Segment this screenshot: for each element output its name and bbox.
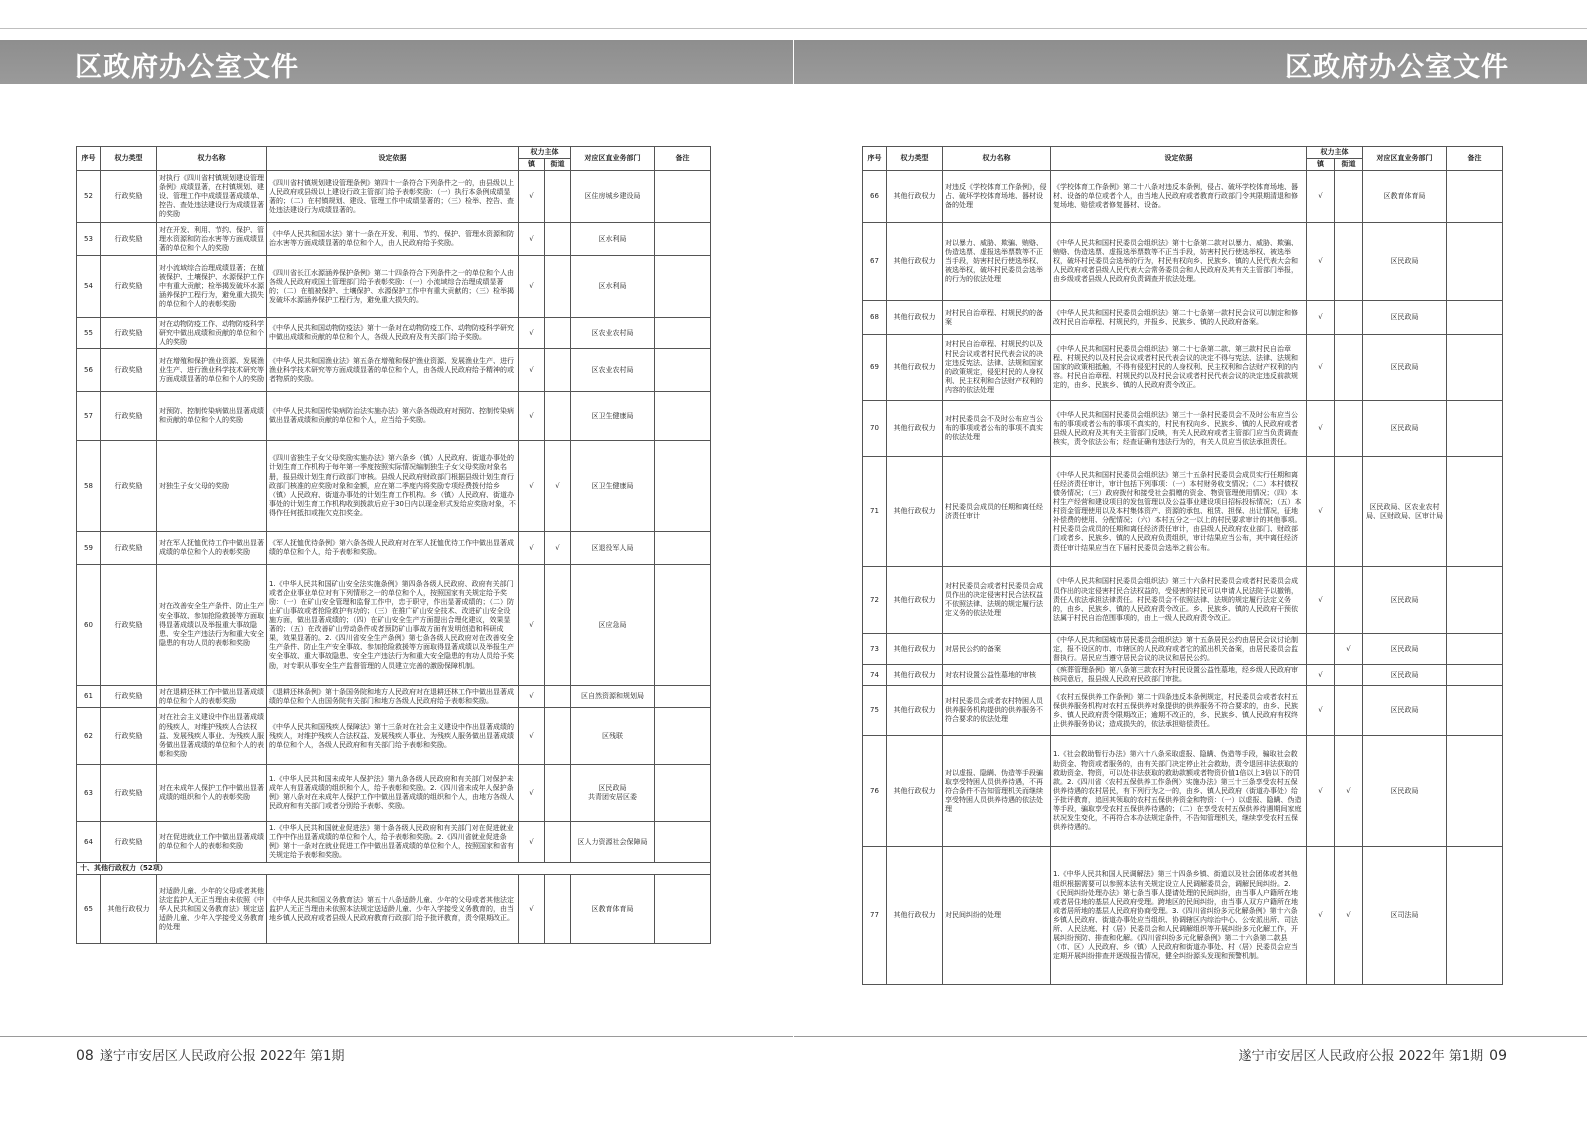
row-town-mark: √ <box>1307 457 1335 567</box>
row-legal-basis: 1.《中华人民共和国矿山安全法实施条例》第四条各级人民政府、政府有关部门或者企业事业单位对有下列情形之一的单位和个人，按照国家有关规定给予奖励：（一）在矿山安全管理和监督工作中，忠于职守，作出显著成绩的；（二）防止矿山事故或者抢险救护有功的；（三）在推广矿山安全技术、改进矿山安全设施方面，做出显著成绩的；（四）在矿山安全生产方面提出合理化建议，效果显著的；（五）在改善矿山劳动条件或者预防矿山事故方面有发明创造和科研成果，效果显著的。2.《四川省安全生产条例》第七条各级人民政府对在改善安全生产条件、防止生产安全事故、参加抢险救援等方面取得显著成绩以及举报生产安全事故、重大事故隐患、安全生产违法行为和重大安全隐患的有功人员给予奖励，对专职从事安全生产监督管理的人员建立完善的激励保障机制。 <box>267 565 519 686</box>
row-power-name: 对在军人抚恤优待工作中做出显著成绩的单位和个人的表彰奖励 <box>157 532 267 565</box>
row-number: 74 <box>863 665 887 686</box>
row-number: 55 <box>77 318 101 349</box>
row-remark <box>655 318 711 349</box>
row-remark <box>655 708 711 765</box>
row-street-mark: √ <box>545 532 571 565</box>
row-remark <box>655 565 711 686</box>
row-number: 56 <box>77 349 101 392</box>
row-power-name: 对村民委员会或者村民委员会成员作出的决定侵害村民合法权益不依照法律、法规的规定履行法定义务的依法处理 <box>943 567 1051 634</box>
table-row <box>863 634 1503 665</box>
row-number: 58 <box>77 441 101 532</box>
row-department: 区民政局 <box>1363 301 1447 335</box>
row-town-mark: √ <box>519 686 545 708</box>
row-street-mark <box>545 392 571 441</box>
row-town-mark: √ <box>519 532 545 565</box>
th-type: 权力类型 <box>887 147 943 171</box>
row-remark <box>655 223 711 256</box>
th-no: 序号 <box>863 147 887 171</box>
table-row <box>863 301 1503 335</box>
row-legal-basis: 《殡葬管理条例》第八条第三款农村为村民设置公益性墓地，经乡级人民政府审核同意后，报县级人民政府民政部门审批。 <box>1051 665 1307 686</box>
th-no: 序号 <box>77 147 101 171</box>
row-number: 54 <box>77 256 101 318</box>
row-power-name: 对在动物防疫工作、动物防疫科学研究中做出成绩和贡献的单位和个人的奖励 <box>157 318 267 349</box>
row-department: 区民政局 <box>1363 686 1447 736</box>
table-row <box>77 349 711 392</box>
row-power-name: 对小流域综合治理成绩显著；在植被保护、土壤保护、水源保护工作中有重大贡献；检举揭发破坏水源涵养保护工程行为，避免重大损失的单位和个人的表彰奖励 <box>157 256 267 318</box>
row-town-mark: √ <box>1307 335 1335 401</box>
row-legal-basis: 《四川省长江水源涵养保护条例》第二十四条符合下列条件之一的单位和个人由各级人民政府或国土管理部门给予表彰奖励：（一）小流域综合治理成绩显著的；（二）在植被保护、土壤保护、水源保护工作中有重大贡献的；（三）检举揭发破坏水源涵养保护工程行为，避免重大损失的。 <box>267 256 519 318</box>
row-power-name: 对村民自治章程、村规民约以及村民会议或者村民代表会议的决定违反宪法、法律、法规和国家的政策规定，侵犯村民的人身权利、民主权利和合法财产权利的内容的依法处理 <box>943 335 1051 401</box>
row-department: 区农业农村局 <box>571 318 655 349</box>
table-row <box>863 335 1503 401</box>
row-street-mark <box>545 765 571 822</box>
row-number: 71 <box>863 457 887 567</box>
row-power-name: 对以虚报、隐瞒、伪造等手段骗取享受特困人员供养待遇，不再符合条件不告知管理机关而继续享受特困人员供养待遇的依法处理 <box>943 736 1051 847</box>
row-department: 区民政局 <box>1363 223 1447 301</box>
row-department: 区民政局 <box>1363 736 1447 847</box>
row-street-mark <box>1335 567 1363 634</box>
table-row <box>863 171 1503 223</box>
row-department: 区残联 <box>571 708 655 765</box>
row-legal-basis: 《中华人民共和国村民委员会组织法》第二十七条第二款、第三款村民自治章程、村规民约以及村民会议或者村民代表会议的决定不得与宪法、法律、法规和国家的政策相抵触，不得有侵犯村民的人身权利、民主权利和合法财产权利的内容。村民自治章程、村规民约以及村民会议或者村民代表会议的决定违反前款规定的，由乡、民族乡、镇的人民政府责令改正。 <box>1051 335 1307 401</box>
row-power-name: 对农村设置公益性墓地的审核 <box>943 665 1051 686</box>
table-row <box>863 401 1503 457</box>
th-dept: 对应区直业务部门 <box>571 147 655 171</box>
row-number: 57 <box>77 392 101 441</box>
row-remark <box>655 392 711 441</box>
row-town-mark: √ <box>519 565 545 686</box>
right-folio <box>1239 1045 1507 1064</box>
table-row <box>77 392 711 441</box>
table-row <box>863 665 1503 686</box>
th-type: 权力类型 <box>101 147 157 171</box>
row-number: 62 <box>77 708 101 765</box>
row-power-type: 行政奖励 <box>101 565 157 686</box>
th-name: 权力名称 <box>157 147 267 171</box>
row-power-type: 行政奖励 <box>101 256 157 318</box>
row-street-mark <box>545 349 571 392</box>
table-row <box>77 318 711 349</box>
row-legal-basis: 《中华人民共和国水法》第十一条在开发、利用、节约、保护、管理水资源和防治水害等方面成绩显著的单位和个人，由人民政府给予奖励。 <box>267 223 519 256</box>
row-remark <box>655 171 711 223</box>
row-street-mark <box>545 565 571 686</box>
row-remark <box>1447 401 1503 457</box>
right-table-body <box>863 171 1503 985</box>
row-legal-basis: 《中华人民共和国传染病防治法实施办法》第六条各级政府对预防、控制传染病做出显著成绩和贡献的单位和个人，应当给予奖励。 <box>267 392 519 441</box>
row-department: 区农业农村局 <box>571 349 655 392</box>
row-department: 区教育体育局 <box>571 875 655 944</box>
row-legal-basis: 《四川省独生子女父母奖励实施办法》第六条乡（镇）人民政府、街道办事处的计划生育工作机构于每年第一季度按照实际情况编制独生子女父母奖励对象名册，报县级计划生育行政部门审核。县级人民政府财政部门根据县级计划生育行政部门核准的应奖励对象和金额，应在第二季度内将奖励专项经费拨付给乡（镇）人民政府、街道办事处的计划生育工作机构。乡（镇）人民政府、街道办事处的计划生育工作机构收到拨款后应于30日内以现金形式发给应奖励对象，不得作任何抵扣或拖欠克扣奖金。 <box>267 441 519 532</box>
row-town-mark: √ <box>519 441 545 532</box>
row-town-mark: √ <box>1307 665 1335 686</box>
row-power-name: 对在退耕还林工作中做出显著成绩的单位和个人的表彰奖励 <box>157 686 267 708</box>
row-legal-basis: 1.《社会救助暂行办法》第六十八条采取虚报、隐瞒、伪造等手段，骗取社会救助资金、物资或者服务的，由有关部门决定停止社会救助，责令退回非法获取的救助资金、物资，可以处非法获取的救助款额或者物资价值1倍以上3倍以下的罚款。2.《四川省〈农村五保供养工作条例〉实施办法》第三十三条享受农村五保供养待遇的农村居民，有下列行为之一的，由乡、镇人民政府（街道办事处）给予批评教育，追回其领取的农村五保供养资金和物资：（一）以虚报、隐瞒、伪造等手段，骗取享受农村五保供养待遇的；（二）在享受农村五保供养待遇期间家庭状况发生变化，不再符合本办法规定条件，不告知管理机关，继续享受农村五保供养待遇的。 <box>1051 736 1307 847</box>
right-page-number: 09 <box>1489 1048 1507 1064</box>
row-remark <box>1447 335 1503 401</box>
right-header-row <box>863 147 1503 159</box>
row-number: 53 <box>77 223 101 256</box>
row-street-mark <box>545 256 571 318</box>
row-department: 区水利局 <box>571 223 655 256</box>
row-power-name: 对村民委员会或者农村特困人员供养服务机构提供的供养服务不符合要求的依法处理 <box>943 686 1051 736</box>
row-legal-basis: 《四川省村镇规划建设管理条例》第四十一条符合下列条件之一的，由县级以上人民政府或县级以上建设行政主管部门给予表彰奖励：（一）执行本条例成绩显著的；（二）在村镇规划、建设、管理工作中成绩显著的；（三）检举、控告、查处违法建设行为成绩显著的。 <box>267 171 519 223</box>
row-power-type: 行政奖励 <box>101 708 157 765</box>
row-town-mark: √ <box>519 256 545 318</box>
row-street-mark <box>1335 401 1363 457</box>
row-number: 73 <box>863 634 887 665</box>
row-legal-basis: 《中华人民共和国动物防疫法》第十一条对在动物防疫工作、动物防疫科学研究中做出成绩和贡献的单位和个人，各级人民政府及有关部门给予奖励。 <box>267 318 519 349</box>
row-power-name: 对适龄儿童、少年的父母或者其他法定监护人无正当理由未依照《中华人民共和国义务教育法》规定送适龄儿童、少年入学接受义务教育的处理 <box>157 875 267 944</box>
th-town: 镇 <box>519 159 545 171</box>
row-power-type: 其他行政权力 <box>887 736 943 847</box>
left-power-table <box>76 146 711 944</box>
row-power-type: 行政奖励 <box>101 318 157 349</box>
row-number: 77 <box>863 847 887 985</box>
row-number: 52 <box>77 171 101 223</box>
row-power-type: 其他行政权力 <box>887 301 943 335</box>
row-legal-basis: 《中华人民共和国城市居民委员会组织法》第十五条居民公约由居民会议讨论制定，报不设区的市、市辖区的人民政府或者它的派出机关备案，由居民委员会监督执行。居民应当遵守居民会议的决议和居民公约。 <box>1051 634 1307 665</box>
left-folio <box>76 1045 344 1064</box>
row-town-mark: √ <box>1307 736 1335 847</box>
row-number: 65 <box>77 875 101 944</box>
left-page-number: 08 <box>76 1048 94 1064</box>
left-folio-text: 遂宁市安居区人民政府公报 2022年 第1期 <box>99 1049 345 1064</box>
row-power-name: 对村民委员会不及时公布应当公布的事项或者公布的事项不真实的依法处理 <box>943 401 1051 457</box>
row-remark <box>1447 847 1503 985</box>
row-department: 区民政局 <box>1363 665 1447 686</box>
row-legal-basis: 《退耕还林条例》第十条国务院和地方人民政府对在退耕还林工作中做出显著成绩的单位和个人由国务院有关部门和地方各级人民政府给予表彰和奖励。 <box>267 686 519 708</box>
row-street-mark <box>1335 301 1363 335</box>
row-number: 72 <box>863 567 887 634</box>
row-number: 63 <box>77 765 101 822</box>
row-number: 75 <box>863 686 887 736</box>
table-row <box>77 765 711 822</box>
section-row <box>77 863 711 875</box>
table-row <box>863 223 1503 301</box>
row-street-mark <box>1335 335 1363 401</box>
row-legal-basis: 1.《中华人民共和国就业促进法》第十条各级人民政府和有关部门对在促进就业工作中作出显著成绩的单位和个人，给予表彰和奖励。2.《四川省就业促进条例》第十一条对在就业促进工作中做出显著成绩的单位和个人，按照国家和省有关规定给予表彰和奖励。 <box>267 822 519 863</box>
table-row <box>77 171 711 223</box>
right-folio-text: 遂宁市安居区人民政府公报 2022年 第1期 <box>1238 1049 1484 1064</box>
row-power-type: 其他行政权力 <box>887 686 943 736</box>
row-street-mark <box>545 875 571 944</box>
left-header-band <box>0 40 793 84</box>
row-department: 区司法局 <box>1363 847 1447 985</box>
row-remark <box>1447 171 1503 223</box>
row-power-type: 行政奖励 <box>101 223 157 256</box>
right-footer-rule <box>794 1036 1587 1037</box>
row-power-name: 对在未成年人保护工作中做出显著成绩的组织和个人的表彰奖励 <box>157 765 267 822</box>
row-legal-basis: 《军人抚恤优待条例》第六条各级人民政府对在军人抚恤优待工作中做出显著成绩的单位和个人，给予表彰和奖励。 <box>267 532 519 565</box>
row-legal-basis: 《中华人民共和国义务教育法》第五十八条适龄儿童、少年的父母或者其他法定监护人无正当理由未依照本法规定送适龄儿童、少年入学接受义务教育的，由当地乡镇人民政府或者县级人民政府教育行政部门给予批评教育，责令限期改正。 <box>267 875 519 944</box>
row-power-name: 对村民自治章程、村规民约的备案 <box>943 301 1051 335</box>
row-street-mark <box>1335 171 1363 223</box>
table-row <box>863 847 1503 985</box>
row-department: 区民政局 <box>1363 335 1447 401</box>
th-dept: 对应区直业务部门 <box>1363 147 1447 171</box>
row-legal-basis: 1.《中华人民共和国未成年人保护法》第九条各级人民政府和有关部门对保护未成年人有显著成绩的组织和个人，给予表彰和奖励。2.《四川省未成年人保护条例》第八条对在未成年人保护工作中做出显著成绩的组织和个人，由地方各级人民政府和有关部门或者分别给予表彰、奖励。 <box>267 765 519 822</box>
row-department: 区教育体育局 <box>1363 171 1447 223</box>
row-department: 区民政局、区农业农村局、区财政局、区审计局 <box>1363 457 1447 567</box>
row-department: 区人力资源社会保障局 <box>571 822 655 863</box>
th-street: 街道 <box>545 159 571 171</box>
row-power-type: 行政奖励 <box>101 765 157 822</box>
row-town-mark: √ <box>1307 686 1335 736</box>
th-subject: 权力主体 <box>1307 147 1363 159</box>
row-street-mark <box>545 708 571 765</box>
row-number: 67 <box>863 223 887 301</box>
row-remark <box>1447 567 1503 634</box>
row-power-type: 其他行政权力 <box>887 223 943 301</box>
row-legal-basis: 《中华人民共和国残疾人保障法》第十三条对在社会主义建设中作出显著成绩的残疾人，对维护残疾人合法权益、发展残疾人事业、为残疾人服务做出显著成绩的单位和个人，各级人民政府和有关部门给予表彰和奖励。 <box>267 708 519 765</box>
row-number: 66 <box>863 171 887 223</box>
row-street-mark: √ <box>545 441 571 532</box>
right-page <box>862 146 1502 985</box>
left-table-body <box>77 171 711 944</box>
right-header-band <box>794 40 1587 84</box>
th-remark: 备注 <box>655 147 711 171</box>
row-legal-basis: 《学校体育工作条例》第二十八条对违反本条例，侵占、破坏学校体育场地、器材、设备的单位或者个人，由当地人民政府或者教育行政部门令其限期清退和修复场地、赔偿或者修复器材、设备。 <box>1051 171 1307 223</box>
th-basis: 设定依据 <box>267 147 519 171</box>
row-department: 区退役军人局 <box>571 532 655 565</box>
row-power-type: 行政奖励 <box>101 822 157 863</box>
row-department: 区自然资源和规划局 <box>571 686 655 708</box>
left-header-title: 区政府办公室文件 <box>75 52 299 83</box>
row-remark <box>655 686 711 708</box>
row-number: 68 <box>863 301 887 335</box>
row-street-mark <box>545 223 571 256</box>
row-power-name: 对违反《学校体育工作条例》，侵占、破坏学校体育场地、器材设备的处理 <box>943 171 1051 223</box>
row-street-mark <box>1335 223 1363 301</box>
row-number: 60 <box>77 565 101 686</box>
right-power-table <box>862 146 1503 985</box>
row-town-mark: √ <box>1307 171 1335 223</box>
row-power-name: 对预防、控制传染病做出显著成绩和贡献的单位和个人的奖励 <box>157 392 267 441</box>
row-remark <box>1447 736 1503 847</box>
row-remark <box>655 875 711 944</box>
row-department: 区民政局 共青团安居区委 <box>571 765 655 822</box>
row-remark <box>1447 301 1503 335</box>
row-power-type: 行政奖励 <box>101 392 157 441</box>
th-name: 权力名称 <box>943 147 1051 171</box>
row-street-mark <box>545 171 571 223</box>
left-header-row <box>77 147 711 159</box>
row-remark <box>655 765 711 822</box>
row-legal-basis: 《农村五保供养工作条例》第二十四条违反本条例规定，村民委员会或者农村五保供养服务机构对农村五保供养对象提供的供养服务不符合要求的，由乡、民族乡、镇人民政府责令限期改正；逾期不改正的，乡、民族乡、镇人民政府有权终止供养服务协议；造成损失的，依法承担赔偿责任。 <box>1051 686 1307 736</box>
row-power-type: 其他行政权力 <box>887 335 943 401</box>
row-department: 区卫生健康局 <box>571 441 655 532</box>
row-legal-basis: 《中华人民共和国村民委员会组织法》第三十五条村民委员会成员实行任期和离任经济责任审计，审计包括下列事项：（一）本村财务收支情况；（二）本村债权债务情况；（三）政府拨付和接受社会捐赠的资金、物资管理使用情况；（四）本村生产经营和建设项目的发包管理以及公益事业建设项目招标投标情况；（五）本村资金管理使用以及本村集体资产、资源的承包、租赁、担保、出让情况，征地补偿费的使用、分配情况；（六）本村五分之一以上的村民要求审计的其他事项。村民委员会成员的任期和离任经济责任审计，由县级人民政府农业部门、财政部门或者乡、民族乡、镇的人民政府负责组织，审计结果应当公布，其中离任经济责任审计结果应当在下届村民委员会选举之前公布。 <box>1051 457 1307 567</box>
row-legal-basis: 《中华人民共和国渔业法》第五条在增殖和保护渔业资源、发展渔业生产、进行渔业科学技术研究等方面成绩显著的单位和个人，由各级人民政府给予精神的或者物质的奖励。 <box>267 349 519 392</box>
row-power-name: 对在社会主义建设中作出显著成绩的残疾人，对维护残疾人合法权益、发展残疾人事业、为残疾人服务做出显著成绩的单位和个人的表彰和奖励 <box>157 708 267 765</box>
row-street-mark <box>1335 457 1363 567</box>
row-town-mark: √ <box>1307 301 1335 335</box>
row-power-type: 行政奖励 <box>101 532 157 565</box>
row-town-mark: √ <box>519 171 545 223</box>
top-rule <box>0 28 1587 29</box>
table-row <box>77 565 711 686</box>
row-department: 区民政局 <box>1363 634 1447 665</box>
table-row <box>77 223 711 256</box>
table-row <box>77 875 711 944</box>
table-row <box>77 686 711 708</box>
row-power-name: 对居民公约的备案 <box>943 634 1051 665</box>
row-town-mark: √ <box>519 875 545 944</box>
row-power-type: 行政奖励 <box>101 171 157 223</box>
right-header-title: 区政府办公室文件 <box>1285 52 1509 83</box>
row-street-mark: √ <box>1335 847 1363 985</box>
row-department: 区卫生健康局 <box>571 392 655 441</box>
th-town: 镇 <box>1307 159 1335 171</box>
table-row <box>863 686 1503 736</box>
row-power-type: 其他行政权力 <box>887 457 943 567</box>
left-footer-rule <box>0 1036 793 1037</box>
th-street: 街道 <box>1335 159 1363 171</box>
table-row <box>77 256 711 318</box>
row-department: 区应急局 <box>571 565 655 686</box>
row-remark <box>1447 223 1503 301</box>
th-basis: 设定依据 <box>1051 147 1307 171</box>
row-power-type: 其他行政权力 <box>101 875 157 944</box>
row-number: 76 <box>863 736 887 847</box>
row-street-mark <box>545 318 571 349</box>
row-street-mark <box>1335 686 1363 736</box>
table-row <box>863 457 1503 567</box>
row-town-mark <box>1307 634 1335 665</box>
row-power-name: 对在改善安全生产条件、防止生产安全事故、参加抢险救援等方面取得显著成绩以及举报重大事故隐患、安全生产违法行为和重大安全隐患的有功人员的表彰和奖励 <box>157 565 267 686</box>
th-remark: 备注 <box>1447 147 1503 171</box>
row-power-name: 对在促进就业工作中做出显著成绩的单位和个人的表彰和奖励 <box>157 822 267 863</box>
row-remark <box>655 822 711 863</box>
row-power-type: 其他行政权力 <box>887 634 943 665</box>
row-town-mark: √ <box>519 708 545 765</box>
row-street-mark <box>545 686 571 708</box>
section-title: 十、其他行政权力（52项） <box>77 863 711 875</box>
row-legal-basis: 《中华人民共和国村民委员会组织法》第三十六条村民委员会或者村民委员会成员作出的决定侵害村民合法权益的，受侵害的村民可以申请人民法院予以撤销，责任人依法承担法律责任。村民委员会不依照法律、法规的规定履行法定义务的，由乡、民族乡、镇的人民政府责令改正。乡、民族乡、镇的人民政府干预依法属于村民自治范围事项的，由上一级人民政府责令改正。 <box>1051 567 1307 634</box>
row-power-name: 对在增殖和保护渔业资源、发展渔业生产、进行渔业科学技术研究等方面成绩显著的单位和个人的奖励 <box>157 349 267 392</box>
row-power-type: 其他行政权力 <box>887 567 943 634</box>
row-remark <box>1447 665 1503 686</box>
row-number: 70 <box>863 401 887 457</box>
row-department: 区水利局 <box>571 256 655 318</box>
row-street-mark <box>1335 665 1363 686</box>
row-town-mark: √ <box>519 318 545 349</box>
table-row <box>77 441 711 532</box>
row-legal-basis: 《中华人民共和国村民委员会组织法》第二十七条第一款村民会议可以制定和修改村民自治章程、村规民约，并报乡、民族乡、镇的人民政府备案。 <box>1051 301 1307 335</box>
row-power-type: 其他行政权力 <box>887 847 943 985</box>
row-town-mark: √ <box>519 349 545 392</box>
row-power-name: 对民间纠纷的处理 <box>943 847 1051 985</box>
row-remark <box>1447 686 1503 736</box>
row-power-type: 其他行政权力 <box>887 665 943 686</box>
row-power-type: 行政奖励 <box>101 686 157 708</box>
row-department: 区住房城乡建设局 <box>571 171 655 223</box>
row-town-mark: √ <box>1307 223 1335 301</box>
table-row <box>863 736 1503 847</box>
row-legal-basis: 1.《中华人民共和国人民调解法》第三十四条乡镇、街道以及社会团体或者其他组织根据需要可以参照本法有关规定设立人民调解委员会，调解民间纠纷。2.《民间纠纷处理办法》第七条当事人提请处理的民间纠纷，由当事人户籍所在地或者居住地的基层人民政府受理。跨地区的民间纠纷，由当事人双方户籍所在地或者居所地的基层人民政府协商受理。3.《四川省纠纷多元化解条例》第十六条乡镇人民政府、街道办事处应当组织、协调辖区内综治中心、公安派出所、司法所、人民法庭、村（居）民委员会和人民调解组织等开展纠纷多元化解工作，开展纠纷预防、排查和化解。《四川省纠纷多元化解条例》第二十六条第二款县（市、区）人民政府、乡（镇）人民政府和街道办事处、村（居）民委员会应当定期开展纠纷排查并逐级报告情况，健全纠纷源头发现和预警机制。 <box>1051 847 1307 985</box>
row-town-mark: √ <box>519 392 545 441</box>
row-remark <box>655 532 711 565</box>
row-street-mark: √ <box>1335 736 1363 847</box>
row-town-mark: √ <box>519 822 545 863</box>
row-power-name: 村民委员会成员的任期和离任经济责任审计 <box>943 457 1051 567</box>
row-power-name: 对以暴力、威胁、欺骗、贿赂、伪造选票、虚报选举票数等不正当手段，妨害村民行使选举权、被选举权，破坏村民委员会选举的行为的依法处理 <box>943 223 1051 301</box>
row-town-mark: √ <box>1307 847 1335 985</box>
row-town-mark: √ <box>1307 401 1335 457</box>
table-row <box>77 532 711 565</box>
row-number: 61 <box>77 686 101 708</box>
row-remark <box>655 441 711 532</box>
row-power-type: 行政奖励 <box>101 441 157 532</box>
row-remark <box>655 349 711 392</box>
row-street-mark: √ <box>1335 634 1363 665</box>
row-legal-basis: 《中华人民共和国村民委员会组织法》第十七条第二款对以暴力、威胁、欺骗、贿赂、伪造选票、虚报选举票数等不正当手段，妨害村民行使选举权、被选举权，破坏村民委员会选举的行为，村民有权向乡、民族乡、镇的人民代表大会和人民政府或者县级人民代表大会常务委员会和人民政府及其有关主管部门举报，由乡级或者县级人民政府负责调查并依法处理。 <box>1051 223 1307 301</box>
row-remark <box>655 256 711 318</box>
table-row <box>77 822 711 863</box>
row-power-name: 对执行《四川省村镇规划建设管理条例》成绩显著，在村镇规划、建设、管理工作中成绩显著成绩单、控告、查处违法建设行为成绩显著的奖励 <box>157 171 267 223</box>
row-town-mark: √ <box>1307 567 1335 634</box>
row-power-type: 其他行政权力 <box>887 171 943 223</box>
row-power-type: 其他行政权力 <box>887 401 943 457</box>
table-row <box>77 708 711 765</box>
row-power-type: 行政奖励 <box>101 349 157 392</box>
left-page <box>76 146 710 944</box>
row-legal-basis: 《中华人民共和国村民委员会组织法》第三十一条村民委员会不及时公布应当公布的事项或者公布的事项不真实的，村民有权向乡、民族乡、镇的人民政府或者县级人民政府及其有关主管部门反映，有关人民政府或者主管部门应当负责调查核实，责令依法公布；经查证确有违法行为的，有关人员应当依法承担责任。 <box>1051 401 1307 457</box>
row-department: 区民政局 <box>1363 567 1447 634</box>
row-remark <box>1447 457 1503 567</box>
row-town-mark: √ <box>519 223 545 256</box>
row-remark <box>1447 634 1503 665</box>
row-department: 区民政局 <box>1363 401 1447 457</box>
row-power-name: 对在开发、利用、节约、保护、管理水资源和防治水害等方面成绩显著的单位和个人的奖励 <box>157 223 267 256</box>
row-town-mark: √ <box>519 765 545 822</box>
row-power-name: 对独生子女父母的奖励 <box>157 441 267 532</box>
table-row <box>863 567 1503 634</box>
row-street-mark <box>545 822 571 863</box>
row-number: 69 <box>863 335 887 401</box>
row-number: 64 <box>77 822 101 863</box>
th-subject: 权力主体 <box>519 147 571 159</box>
row-number: 59 <box>77 532 101 565</box>
